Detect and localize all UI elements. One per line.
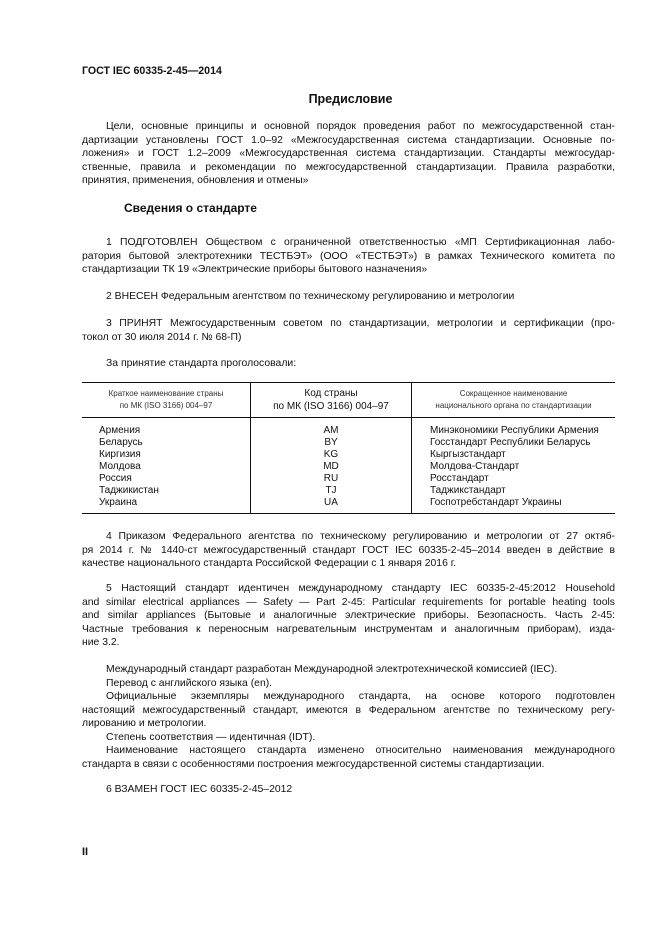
item-5-line: ние 3.2. (82, 637, 120, 648)
item-3-line: 3 ПРИНЯТ Межгосударственным советом по стандартизации, метрологии и сертификации (про- (106, 318, 615, 329)
country-names-cell (82, 418, 251, 514)
country-code: UA (324, 497, 338, 508)
country-name: Молдова (99, 461, 141, 472)
page-number: II (82, 846, 89, 858)
official-copies-line: настоящий межгосударственный стандарт, имеются в Федеральном агентстве по техническому регу- (82, 704, 615, 716)
item-4-order (82, 530, 615, 571)
preface-paragraph (82, 120, 615, 188)
country-code: RU (323, 473, 339, 484)
item-1-line: ратория бытовой электротехники ТЕСТБЭТ» (ООО «ТЕСТБЭТ») в рамках Технического комитета по (82, 250, 615, 262)
standards-body: Молдова-Стандарт (430, 461, 520, 472)
item-1-line: 1 ПОДГОТОВЛЕН Обществом с ограниченной ответственностью «МП Сертификационная лабо- (106, 237, 615, 248)
country-code: KG (323, 449, 339, 460)
country-name: Киргизия (99, 449, 141, 460)
table-body-row (82, 418, 615, 514)
item-5-identical (82, 582, 615, 650)
item-2-line: 2 ВНЕСЕН Федеральным агентством по техническому регулированию и метрологии (106, 291, 515, 302)
translation-line: Перевод с английского языка (en). (106, 677, 273, 689)
voting-countries-table (82, 382, 615, 514)
standards-body: Росстандарт (430, 473, 489, 484)
col-country-header: Краткое наименование страны по МК (ISO 3166) 004–97 (82, 383, 251, 418)
standards-body: Кыргызстандарт (430, 449, 506, 460)
item-5-line: and similar electrical appliances — Safety — Part 2-45: Particular requirements for portable heating tools (82, 596, 615, 608)
item-5-line: Частные требования к переносным нагревательным инструментам и аналогичным приборам), изда- (82, 623, 615, 635)
country-code: MD (323, 461, 339, 472)
standards-body: Госстандарт Республики Беларусь (430, 437, 591, 448)
item-3-line: токол от 30 июля 2014 г. № 68-П) (82, 331, 242, 343)
name-change-line: Наименование настоящего стандарта изменено относительно наименования международного (106, 745, 615, 756)
standards-body: Таджикстандарт (430, 485, 506, 496)
preface-line: Цели, основные принципы и основной порядок проведения работ по межгосударственной стан- (106, 121, 615, 132)
developer-line: Международный стандарт разработан Международной электротехнической комиссией (IEC). (106, 664, 558, 675)
name-change-line: стандарта в связи с особенностями построения межгосударственной системы стандартизации. (82, 758, 545, 770)
standard-info-title: Сведения о стандарте (124, 201, 257, 215)
country-code: AM (323, 425, 339, 436)
preface-line: дартизации установлены ГОСТ 1.0–92 «Межгосударственная система стандартизации. Основные по- (82, 134, 615, 146)
standards-body: Минэкономики Республики Армения (430, 425, 599, 436)
vote-intro (82, 357, 615, 371)
item-1-prepared (82, 236, 615, 277)
item-3-adopted (82, 317, 615, 344)
country-code: BY (324, 437, 338, 448)
preface-line: принятия, применения, обновления и отмены» (82, 175, 309, 186)
item-4-line: качестве национального стандарта Российской Федерации с 1 января 2016 г. (82, 558, 457, 569)
conformity-line: Степень соответствия — идентичная (IDT). (106, 731, 316, 743)
item-2-submitted (82, 290, 615, 304)
item-5-details (82, 663, 615, 771)
preface-title: Предисловие (308, 92, 393, 106)
item-5-line: 5 Настоящий стандарт идентичен международному стандарту IEC 60335-2-45:2012 Household (106, 583, 615, 594)
item-4-line: 4 Приказом Федерального агентства по техническому регулированию и метрологии от 27 октяб- (106, 531, 615, 542)
preface-line: ственные, правила и рекомендации по межгосударственной стандартизации. Правила разработки, (82, 161, 615, 173)
item-1-line: стандартизации ТК 19 «Электрические приборы бытового назначения» (82, 264, 428, 275)
country-name: Таджикистан (99, 485, 159, 496)
standards-body: Госпотребстандарт Украины (430, 497, 562, 508)
country-code: TJ (325, 485, 337, 496)
item-4-line: ря 2014 г. № 1440-ст межгосударственный стандарт ГОСТ IEC 60335-2-45–2014 введен в действие в (82, 544, 615, 556)
col-code-header: Код страны по МК (ISO 3166) 004–97 (251, 383, 412, 418)
item-5-line: and similar appliances (Бытовые и аналогичные электрические приборы. Безопасность. Часть 2-45: (82, 610, 615, 621)
country-name: Россия (99, 473, 132, 484)
item-6-line: 6 ВЗАМЕН ГОСТ IEC 60335-2-45–2012 (106, 784, 293, 795)
country-name: Беларусь (99, 437, 143, 448)
country-name: Украина (99, 497, 138, 508)
table-header-row (82, 383, 615, 418)
item-6-replaces (82, 783, 615, 797)
standards-bodies-cell (412, 418, 616, 514)
vote-intro-line: За принятие стандарта проголосовали: (106, 358, 297, 369)
official-copies-line: лированию и метрологии. (82, 718, 207, 729)
official-copies-line: Официальные экземпляры международного стандарта, на основе которого подготовлен (106, 691, 615, 702)
document-header: ГОСТ IEC 60335-2-45—2014 (82, 65, 222, 77)
col-body-header: Сокращенное наименование национального органа по стандартизации (412, 383, 616, 418)
country-name: Армения (99, 425, 141, 436)
country-codes-cell (251, 418, 412, 514)
preface-line: ложения» и ГОСТ 1.2–2009 «Межгосударственная система стандартизации. Стандарты межгосудар- (82, 148, 615, 159)
